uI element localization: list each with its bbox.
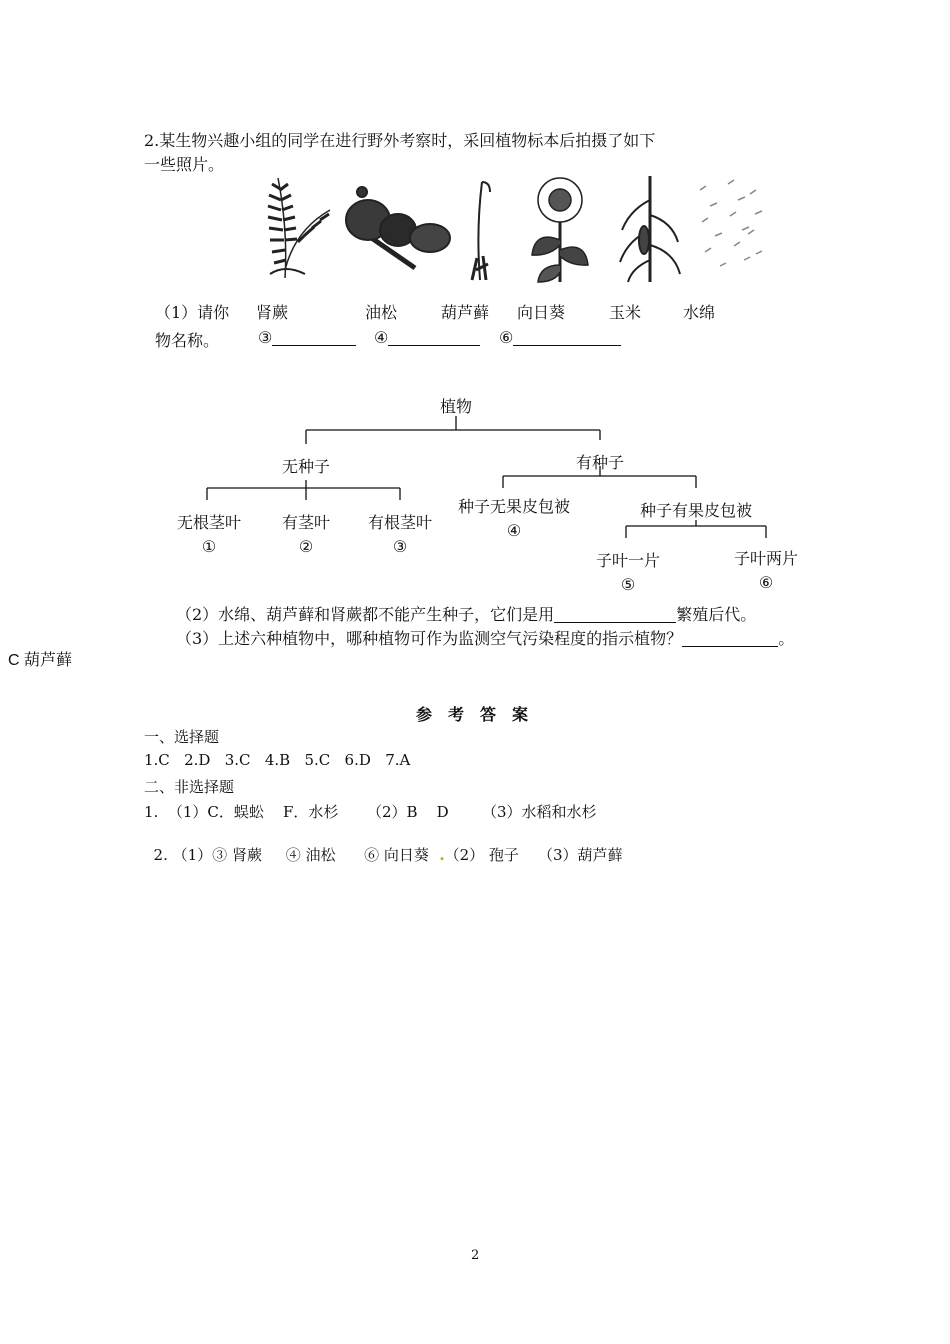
plant-name-6: 水绵 — [683, 303, 716, 322]
answers-line1: 1. （1）C．蜈蚣 F．水杉 （2）B D （3）水稻和水杉 — [144, 803, 597, 821]
tree-num-2: ② — [298, 537, 314, 556]
answer-blank-4[interactable] — [374, 328, 480, 347]
answer-blank-6[interactable] — [499, 328, 621, 347]
plant-photos — [250, 170, 770, 288]
part2-text-b: 繁殖后代。 — [676, 605, 757, 624]
plant-name-3: 葫芦藓 — [441, 303, 490, 322]
tree-leaf-1: 无根茎叶 — [176, 513, 242, 532]
blank-line-3 — [272, 329, 356, 346]
answers-section1: 一、选择题 — [144, 728, 220, 746]
part1-prefix: （1）请你 — [155, 303, 230, 322]
part3-question — [176, 626, 794, 649]
part2-blank[interactable] — [554, 606, 676, 623]
blank-label-6: ⑥ — [499, 328, 514, 347]
blank-line-6 — [513, 329, 621, 346]
tree-num-1: ① — [201, 537, 217, 556]
spirogyra-image — [700, 180, 762, 266]
classification-tree — [0, 390, 950, 600]
tree-num-5: ⑤ — [620, 575, 636, 594]
answer-blank-3[interactable] — [258, 328, 356, 347]
part2-text-a: （2）水绵、葫芦藓和肾蕨都不能产生种子，它们是用 — [176, 605, 555, 624]
moss-image — [472, 182, 490, 280]
tree-num-3: ③ — [392, 537, 408, 556]
part3-text-b: 。 — [778, 629, 795, 648]
stray-answer-text: C 葫芦藓 — [8, 652, 73, 669]
part3-text-a: （3）上述六种植物中，哪种植物可作为监测空气污染程度的指示植物？ — [176, 629, 683, 648]
tree-root: 植物 — [439, 397, 473, 416]
answers-title: 参考答案 — [416, 705, 545, 724]
part3-blank[interactable] — [682, 630, 778, 647]
tree-num-6: ⑥ — [758, 573, 774, 592]
fern-image — [268, 178, 330, 278]
tree-cotyledon-1: 子叶一片 — [595, 551, 661, 570]
tree-cotyledon-2: 子叶两片 — [733, 549, 799, 568]
tree-leaf-2: 有茎叶 — [281, 513, 331, 532]
pine-image — [346, 187, 450, 268]
blank-label-4: ④ — [374, 328, 389, 347]
tree-seed-no-pericarp: 种子无果皮包被 — [457, 497, 571, 516]
dot-mark: . — [428, 846, 445, 864]
question-intro-line1: 2.某生物兴趣小组的同学在进行野外考察时，采回植物标本后拍摄了如下 — [144, 131, 656, 150]
tree-no-seed: 无种子 — [281, 457, 331, 476]
part1-line2: 物名称。 — [155, 331, 220, 350]
answers-section1-line: 1.C 2.D 3.C 4.B 5.C 6.D 7.A — [144, 751, 411, 769]
sunflower-image — [532, 178, 588, 282]
part2-question — [176, 602, 756, 625]
corn-image — [620, 176, 680, 282]
tree-leaf-3: 有根茎叶 — [367, 513, 433, 532]
answers-line2-b: （2） 孢子 （3）葫芦藓 — [444, 846, 623, 864]
blank-label-3: ③ — [258, 328, 273, 347]
page-number: 2 — [471, 1248, 480, 1263]
tree-seed-pericarp: 种子有果皮包被 — [639, 501, 753, 520]
answers-line2 — [144, 826, 623, 865]
tree-has-seed: 有种子 — [575, 453, 625, 472]
answers-line2-a: 2. （1）③ 肾蕨 ④ 油松 ⑥ 向日葵 — [153, 846, 429, 864]
plant-name-1: 肾蕨 — [256, 303, 289, 322]
plant-name-4: 向日葵 — [517, 303, 566, 322]
plant-name-2: 油松 — [365, 303, 398, 322]
blank-line-4 — [388, 329, 480, 346]
answers-section2: 二、非选择题 — [144, 778, 235, 796]
plant-name-5: 玉米 — [609, 303, 642, 322]
question-intro-line2: 一些照片。 — [144, 155, 225, 174]
tree-num-4: ④ — [506, 521, 522, 540]
